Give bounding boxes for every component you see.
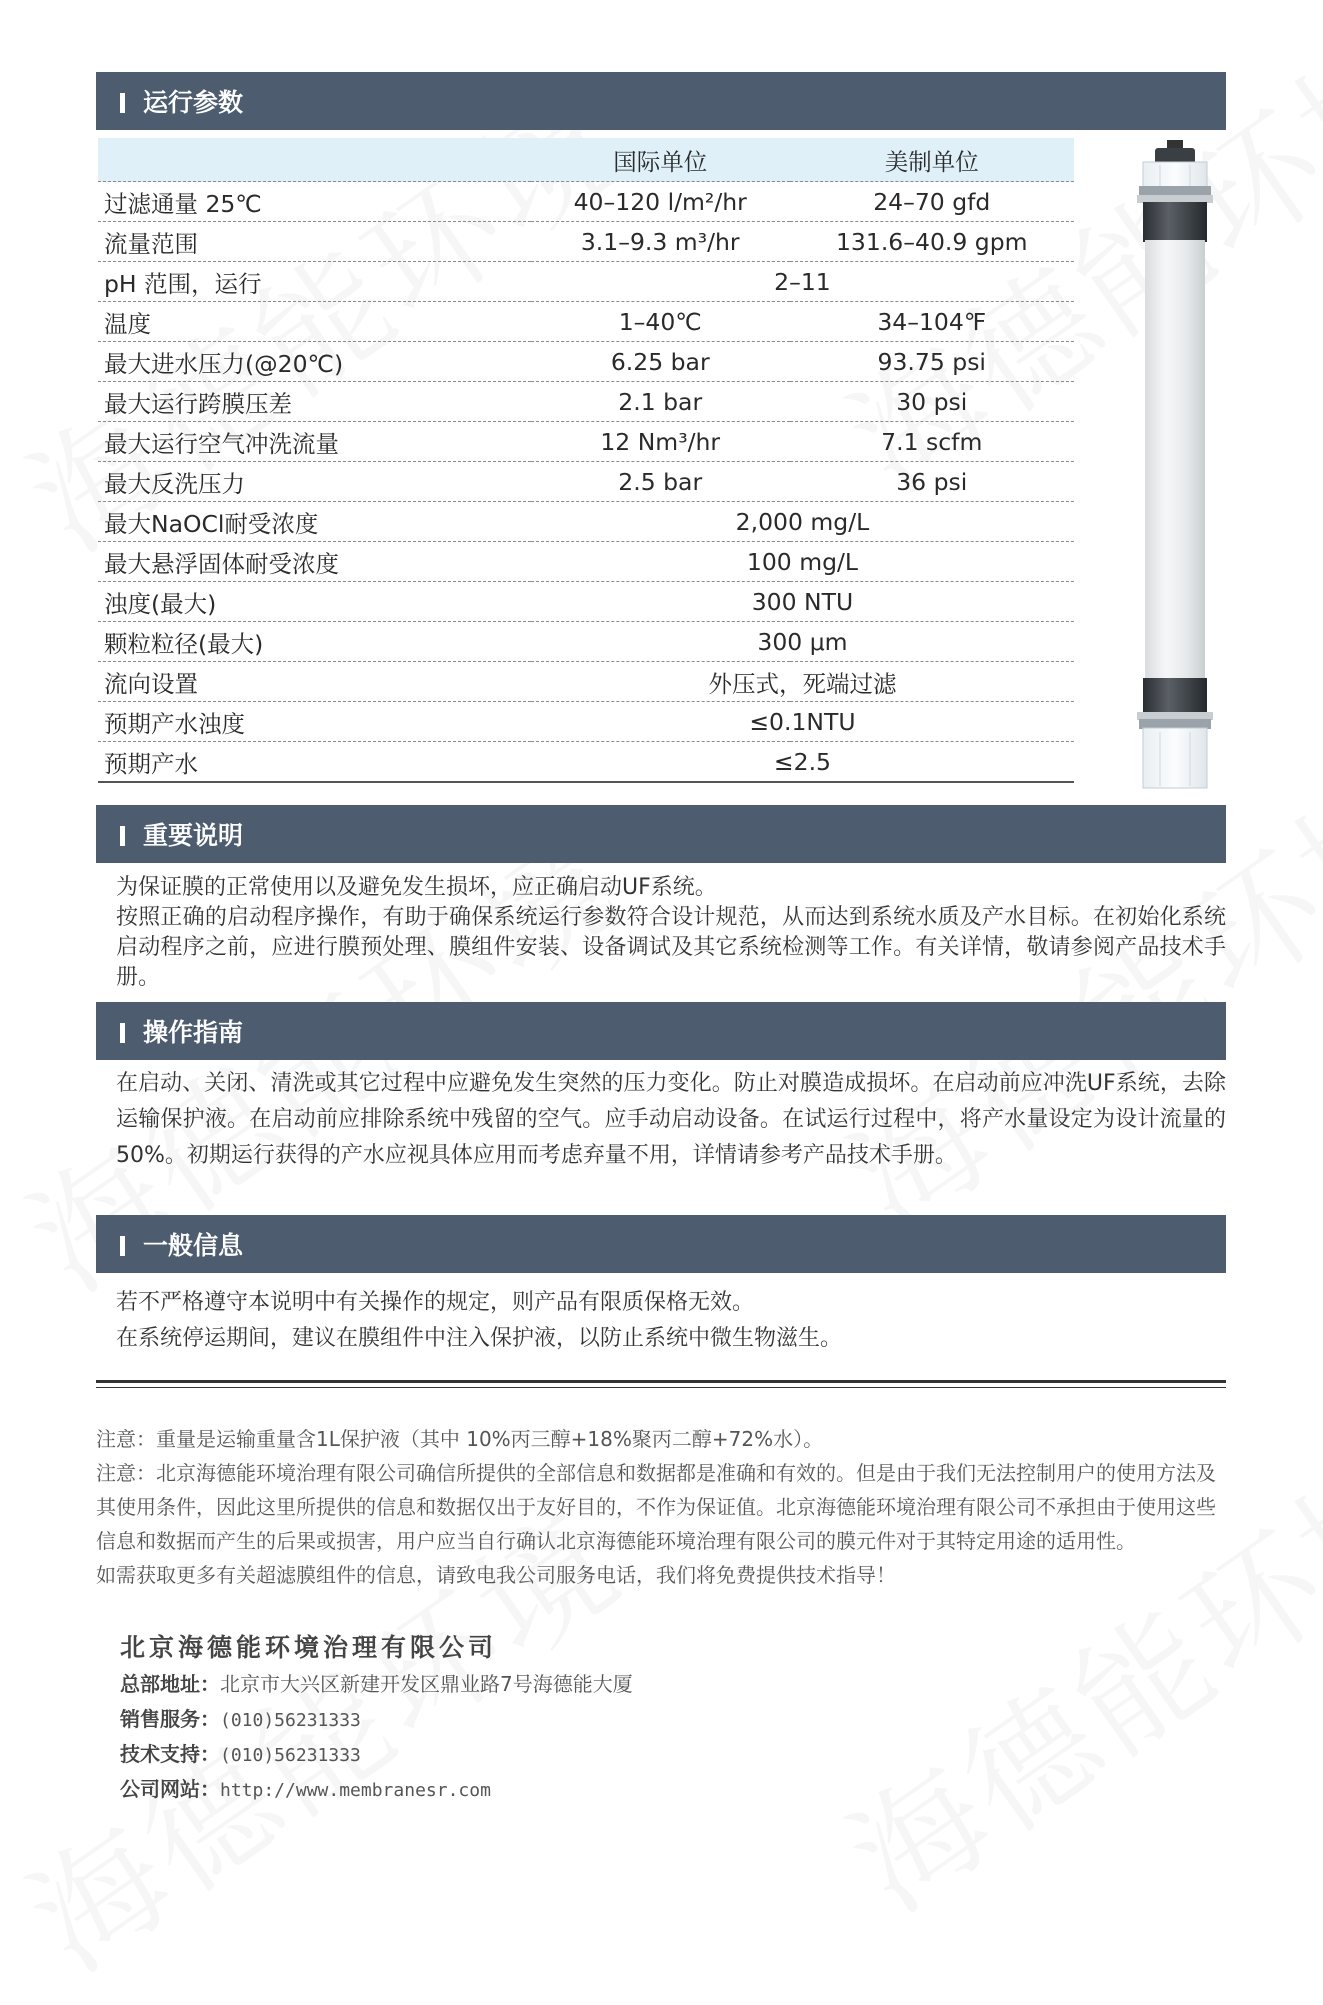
section-marker	[120, 93, 125, 113]
section-header-general	[96, 1215, 1226, 1273]
divider-rule	[96, 1380, 1226, 1383]
param-label: 过滤通量 25℃	[98, 182, 531, 222]
note-contact: 如需获取更多有关超滤膜组件的信息，请致电我公司服务电话，我们将免费提供技术指导！	[96, 1563, 896, 1587]
note-disclaimer: 注意：北京海德能环境治理有限公司确信所提供的全部信息和数据都是准确和有效的。但是由于我们无法控制用户的使用方法及其使用条件，因此这里所提供的信息和数据仅出于友好目的，不作为保证值。北京海德能环境治理有限公司不承担由于使用这些信息和数据而产生的后果或损害，用户应当自行确认北京海德能环境治理有限公司的膜元件对于其特定用途的适用性。	[96, 1461, 1216, 1553]
table-row	[98, 542, 1074, 582]
param-label: 最大运行空气冲洗流量	[98, 422, 531, 462]
table-header-empty	[98, 138, 531, 182]
table-row	[98, 582, 1074, 622]
param-label: pH 范围，运行	[98, 262, 531, 302]
param-value-si: 2.5 bar	[531, 462, 790, 502]
contact-address	[120, 1668, 1120, 1697]
section-marker	[120, 1023, 125, 1043]
table-row	[98, 502, 1074, 542]
table-row	[98, 182, 1074, 222]
param-label: 温度	[98, 302, 531, 342]
note-weight: 注意：重量是运输重量含1L保护液（其中 10%丙三醇+18%聚丙二醇+72%水）。	[96, 1427, 824, 1451]
important-line-2: 按照正确的启动程序操作，有助于确保系统运行参数符合设计规范，从而达到系统水质及产水目标。在初始化系统启动程序之前，应进行膜预处理、膜组件安装、设备调试及其它系统检测等工作。有关详情，敬请参阅产品技术手册。	[116, 905, 1226, 990]
param-value-us: 34–104℉	[790, 302, 1074, 342]
param-label: 流量范围	[98, 222, 531, 262]
param-label: 流向设置	[98, 662, 531, 702]
website-label: 公司网站：	[120, 1777, 220, 1801]
support-phone: (010)56231333	[220, 1745, 361, 1766]
uf-module-image	[1115, 140, 1235, 790]
param-label: 最大运行跨膜压差	[98, 382, 531, 422]
operating-parameters-table	[98, 138, 1074, 783]
table-row	[98, 662, 1074, 702]
general-line-1: 若不严格遵守本说明中有关操作的规定，则产品有限质保格无效。	[116, 1290, 755, 1315]
table-header-si: 国际单位	[531, 138, 790, 182]
address-value: 北京市大兴区新建开发区鼎业路7号海德能大厦	[220, 1672, 633, 1696]
section-marker	[120, 1236, 125, 1256]
section-marker	[120, 826, 125, 846]
important-notes	[116, 873, 1226, 993]
param-value: 2,000 mg/L	[531, 502, 1074, 542]
table-row	[98, 462, 1074, 502]
param-value-us: 24–70 gfd	[790, 182, 1074, 222]
param-value-si: 6.25 bar	[531, 342, 790, 382]
param-label: 最大进水压力(@20℃)	[98, 342, 531, 382]
param-value: 300 μm	[531, 622, 1074, 662]
param-value: 外压式，死端过滤	[531, 662, 1074, 702]
sales-label: 销售服务：	[120, 1707, 220, 1731]
sales-phone: (010)56231333	[220, 1710, 361, 1731]
param-value: ≤0.1NTU	[531, 702, 1074, 742]
watermark	[808, 722, 1323, 1265]
table-row	[98, 342, 1074, 382]
table-row	[98, 742, 1074, 783]
param-value: 2–11	[531, 262, 1074, 302]
table-row	[98, 382, 1074, 422]
param-value-us: 131.6–40.9 gpm	[790, 222, 1074, 262]
company-name: 北京海德能环境治理有限公司	[120, 1633, 498, 1662]
general-line-2: 在系统停运期间，建议在膜组件中注入保护液，以防止系统中微生物滋生。	[116, 1326, 843, 1351]
param-value: ≤2.5	[531, 742, 1074, 783]
table-row	[98, 262, 1074, 302]
param-label: 预期产水	[98, 742, 531, 783]
table-row	[98, 222, 1074, 262]
guide-text: 在启动、关闭、清洗或其它过程中应避免发生突然的压力变化。防止对膜造成损坏。在启动前应冲洗UF系统，去除运输保护液。在启动前应排除系统中残留的空气。应手动启动设备。在试运行过程中，将产水量设定为设计流量的50%。初期运行获得的产水应视具体应用而考虑弃量不用，详情请参考产品技术手册。	[116, 1071, 1226, 1168]
operation-guide	[116, 1066, 1226, 1174]
param-value-us: 7.1 scfm	[790, 422, 1074, 462]
section-header-guide	[96, 1002, 1226, 1060]
website-link[interactable]: http://www.membranesr.com	[220, 1780, 491, 1801]
param-value-us: 30 psi	[790, 382, 1074, 422]
table-row	[98, 702, 1074, 742]
param-value-si: 1–40℃	[531, 302, 790, 342]
divider-rule	[96, 1387, 1226, 1388]
table-row	[98, 622, 1074, 662]
table-row	[98, 422, 1074, 462]
param-value-si: 3.1–9.3 m³/hr	[531, 222, 790, 262]
important-line-1: 为保证膜的正常使用以及避免发生损坏，应正确启动UF系统。	[116, 875, 717, 900]
footnotes	[96, 1422, 1228, 1592]
contact-support	[120, 1738, 1120, 1767]
section-title: 运行参数	[143, 88, 244, 117]
contact-sales	[120, 1703, 1120, 1732]
section-header-operating	[96, 72, 1226, 130]
param-label: 最大NaOCl耐受浓度	[98, 502, 531, 542]
contact-website	[120, 1773, 1120, 1802]
section-title: 一般信息	[143, 1231, 244, 1260]
table-header-row	[98, 138, 1074, 182]
table-row	[98, 302, 1074, 342]
support-label: 技术支持：	[120, 1742, 220, 1766]
param-label: 最大反洗压力	[98, 462, 531, 502]
param-label: 浊度(最大)	[98, 582, 531, 622]
param-value: 100 mg/L	[531, 542, 1074, 582]
param-value-us: 36 psi	[790, 462, 1074, 502]
section-title: 重要说明	[143, 821, 244, 850]
param-value-si: 2.1 bar	[531, 382, 790, 422]
param-value: 300 NTU	[531, 582, 1074, 622]
param-label: 颗粒粒径(最大)	[98, 622, 531, 662]
param-value-si: 12 Nm³/hr	[531, 422, 790, 462]
section-title: 操作指南	[143, 1018, 244, 1047]
general-info	[116, 1285, 1226, 1357]
section-header-important	[96, 805, 1226, 863]
address-label: 总部地址：	[120, 1672, 220, 1696]
param-label: 预期产水浊度	[98, 702, 531, 742]
param-value-si: 40–120 l/m²/hr	[531, 182, 790, 222]
param-value-us: 93.75 psi	[790, 342, 1074, 382]
param-label: 最大悬浮固体耐受浓度	[98, 542, 531, 582]
table-header-us: 美制单位	[790, 138, 1074, 182]
